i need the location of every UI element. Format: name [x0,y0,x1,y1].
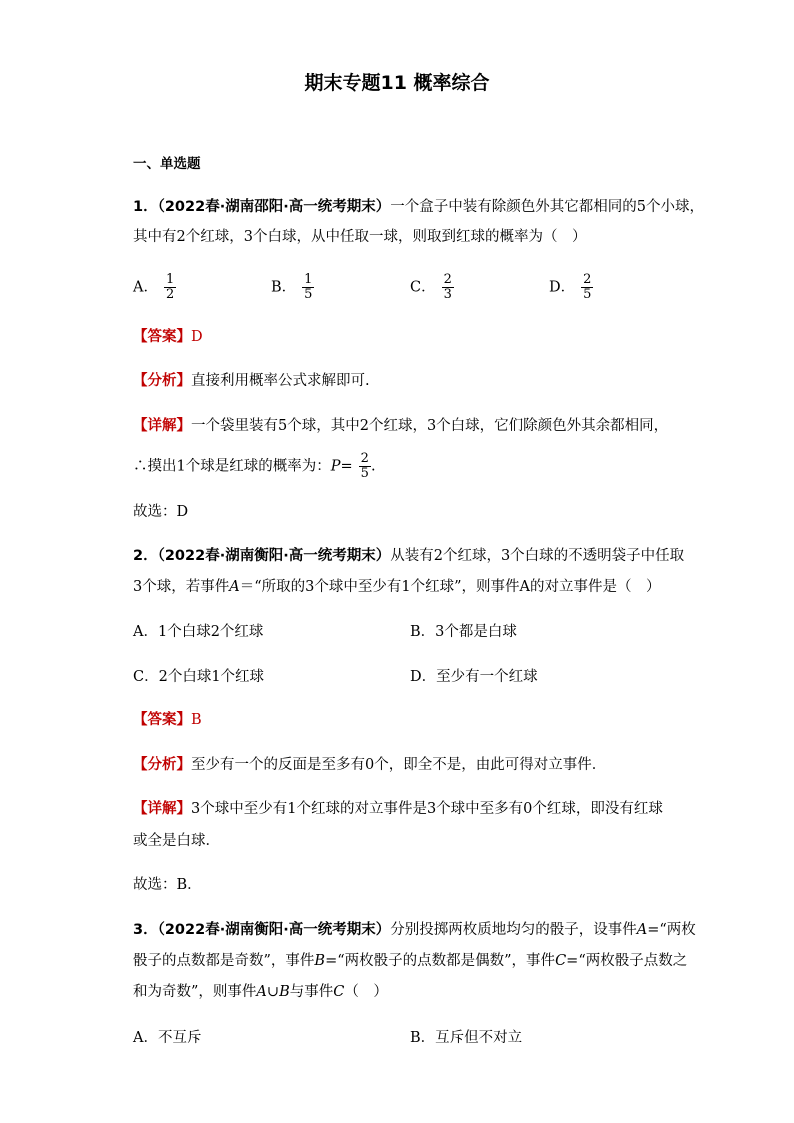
question-text: 骰子的点数都是奇数”，事件 [133,953,315,969]
question-3-stem-line-1 [133,919,696,941]
question-2-option-b: B．3个都是白球 [410,624,517,640]
analysis-tag: 【分析】 [133,373,191,389]
fraction-numerator: 2 [443,272,452,287]
detail-text: 一个袋里装有5个球，其中2个红球，3个白球，它们除颜色外其余都相同， [191,418,669,434]
option-letter: D． [549,279,576,296]
answer-tag: 【答案】 [133,329,191,345]
question-2-option-c: C．2个白球1个红球 [133,669,265,685]
question-2-choice: 故选：B． [133,877,202,893]
question-1-option-a [133,273,176,302]
fraction-denominator: 2 [165,287,175,302]
question-3-option-a: A．不互斥 [133,1030,202,1046]
fraction [581,273,593,302]
option-letter: B． [271,279,297,296]
question-2-detail-line-2: 或全是白球． [133,833,220,849]
analysis-text: 至少有一个的反面是至多有0个，即全不是，由此可得对立事件． [191,757,607,773]
fraction [164,273,176,302]
fraction-denominator: 5 [304,287,313,302]
question-text: 一个盒子中装有除颜色外其它都相同的5个小球， [390,199,704,215]
fraction [302,273,314,302]
question-text: ＝“所取的3个球中至少有1个红球”，则事件A的对立事件是（ ） [239,579,661,595]
question-1-detail-line-2 [133,452,376,481]
detail-tag: 【详解】 [133,418,191,434]
fraction-denominator: 5 [360,466,369,481]
question-text: 从装有2个红球，3个白球的不透明袋子中任取 [390,548,685,564]
fraction [442,273,454,302]
question-1-option-d [549,273,593,302]
fraction-numerator: 2 [583,272,592,287]
question-3-option-b: B．互斥但不对立 [410,1030,523,1046]
math-variable: A [636,922,648,938]
option-letter: C． [410,279,436,296]
question-text: 和为奇数”，则事件 [133,984,257,1000]
question-1-analysis [133,370,370,392]
question-1-option-b [271,273,314,302]
analysis-tag: 【分析】 [133,757,191,773]
question-1-choice: 故选：D [133,504,189,520]
question-2-option-d: D．至少有一个红球 [410,669,538,685]
question-text: =“两枚 [647,922,696,938]
question-source: （2022春·湖南衡阳·高一统考期末） [157,922,391,938]
fraction-denominator: 3 [443,287,452,302]
math-operator: ∪ [266,984,280,1000]
page-title: 期末专题11 概率综合 [304,72,490,94]
question-3-stem-line-2 [133,950,687,972]
option-letter: A． [133,279,158,296]
question-3-stem-line-3 [133,981,388,1003]
question-2-stem-line-2 [133,576,660,598]
math-variable: C [333,984,345,1000]
question-number: 1． [133,199,158,215]
math-variable: B [314,953,326,969]
question-number: 2． [133,548,158,564]
punctuation: . [370,458,376,475]
question-text: =“两枚骰子的点数都是偶数”，事件 [325,953,556,969]
question-2-answer [133,709,202,731]
question-text: 3个球，若事件 [133,579,230,595]
detail-text: 3个球中至少有1个红球的对立事件是3个球中至多有0个红球，即没有红球 [191,801,663,817]
fraction-numerator: 2 [360,451,369,466]
question-1-answer [133,326,203,348]
question-2-detail-line-1 [133,798,663,820]
question-1-stem-line-2: 其中有2个红球，3个白球，从中任取一球，则取到红球的概率为（ ） [133,229,587,245]
question-2-stem-line-1 [133,545,684,567]
fraction [359,452,371,481]
detail-text: ∴摸出1个球是红球的概率为： [133,458,331,475]
math-variable: A [256,984,267,1000]
question-text: 分别投掷两枚质地均匀的骰子，设事件 [390,922,637,938]
answer-tag: 【答案】 [133,712,191,728]
question-2-option-a: A．1个白球2个红球 [133,624,264,640]
question-number: 3． [133,922,158,938]
math-variable: A [229,579,240,595]
fraction-numerator: 1 [165,272,175,287]
section-heading: 一、单选题 [133,156,201,172]
question-text: （ ） [344,984,388,1000]
detail-tag: 【详解】 [133,801,191,817]
question-2-analysis [133,754,606,776]
question-text: =“两枚骰子点数之 [566,953,688,969]
analysis-text: 直接利用概率公式求解即可. [191,373,370,389]
question-1-detail-line-1 [133,415,668,437]
question-1-option-c [410,273,454,302]
answer-value: B [191,712,202,728]
fraction-denominator: 5 [583,287,592,302]
math-variable: P [330,458,341,475]
question-source: （2022春·湖南邵阳·高一统考期末） [157,199,391,215]
question-text: 与事件 [289,984,334,1000]
question-source: （2022春·湖南衡阳·高一统考期末） [157,548,391,564]
math-variable: C [555,953,567,969]
math-operator: = [340,458,353,475]
answer-value: D [191,329,203,345]
math-variable: B [279,984,290,1000]
question-1-stem-line-1 [133,196,704,218]
fraction-numerator: 1 [304,272,313,287]
